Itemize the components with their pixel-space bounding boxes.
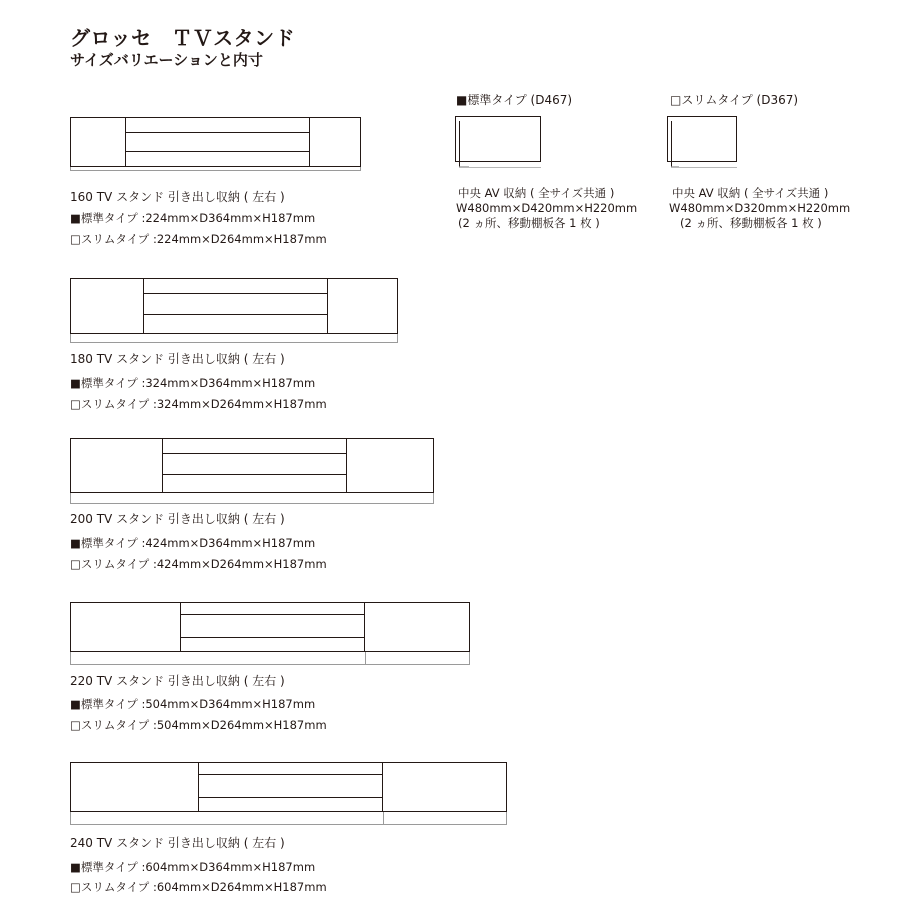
stand-plinth	[70, 167, 361, 171]
av-standard-line3: (2 ヵ所、移動棚板各 1 枚 )	[458, 216, 600, 230]
stand-240-caption: 240 TV スタンド 引き出し収納 ( 左右 )	[70, 836, 285, 850]
page-subtitle: サイズバリエーションと内寸	[70, 51, 263, 69]
av-standard-line1: 中央 AV 収納 ( 全サイズ共通 )	[458, 186, 615, 200]
stand-plinth	[70, 334, 398, 343]
stand-200-standard-spec: ■標準タイプ :424mm×D364mm×H187mm	[70, 536, 316, 550]
av-standard-drawing	[455, 116, 541, 168]
stand-220-drawing	[70, 602, 470, 665]
av-slim-line1: 中央 AV 収納 ( 全サイズ共通 )	[672, 186, 829, 200]
stand-220-caption: 220 TV スタンド 引き出し収納 ( 左右 )	[70, 674, 285, 688]
av-standard-heading: ■標準タイプ (D467)	[456, 93, 573, 107]
page-title: グロッセ ＴＶスタンド	[70, 26, 296, 50]
stand-240-standard-spec: ■標準タイプ :604mm×D364mm×H187mm	[70, 860, 316, 874]
stand-220-slim-spec: □スリムタイプ :504mm×D264mm×H187mm	[70, 718, 327, 732]
stand-160-slim-spec: □スリムタイプ :224mm×D264mm×H187mm	[70, 232, 327, 246]
stand-200-slim-spec: □スリムタイプ :424mm×D264mm×H187mm	[70, 557, 327, 571]
av-slim-line2: W480mm×D320mm×H220mm	[669, 201, 851, 215]
stand-180-slim-spec: □スリムタイプ :324mm×D264mm×H187mm	[70, 397, 327, 411]
av-box-bottom	[459, 167, 541, 168]
stand-180-drawing	[70, 278, 398, 343]
center-drawers	[180, 603, 365, 651]
stand-160-drawing	[70, 117, 361, 171]
center-drawers	[162, 439, 347, 492]
av-slim-drawing	[667, 116, 737, 168]
stand-cabinet	[70, 762, 507, 812]
stand-240-drawing	[70, 762, 507, 825]
av-box-depth	[459, 121, 469, 167]
av-box-bottom	[671, 167, 737, 168]
stand-cabinet	[70, 602, 470, 652]
center-drawers	[198, 763, 383, 811]
stand-160-standard-spec: ■標準タイプ :224mm×D364mm×H187mm	[70, 211, 316, 225]
av-box-depth	[671, 121, 679, 167]
stand-cabinet	[70, 278, 398, 334]
center-drawers	[143, 279, 328, 333]
stand-220-standard-spec: ■標準タイプ :504mm×D364mm×H187mm	[70, 697, 316, 711]
av-slim-line3: (2 ヵ所、移動棚板各 1 枚 )	[680, 216, 822, 230]
av-slim-heading: □スリムタイプ (D367)	[670, 93, 799, 107]
center-drawers	[125, 118, 310, 166]
av-standard-line2: W480mm×D420mm×H220mm	[456, 201, 638, 215]
stand-200-caption: 200 TV スタンド 引き出し収納 ( 左右 )	[70, 512, 285, 526]
stand-plinth	[70, 812, 507, 825]
stand-180-caption: 180 TV スタンド 引き出し収納 ( 左右 )	[70, 352, 285, 366]
stand-200-drawing	[70, 438, 434, 504]
stand-plinth	[70, 652, 470, 665]
stand-180-standard-spec: ■標準タイプ :324mm×D364mm×H187mm	[70, 376, 316, 390]
stand-cabinet	[70, 438, 434, 493]
stand-240-slim-spec: □スリムタイプ :604mm×D264mm×H187mm	[70, 880, 327, 894]
stand-plinth	[70, 493, 434, 504]
stand-160-caption: 160 TV スタンド 引き出し収納 ( 左右 )	[70, 190, 285, 204]
stand-cabinet	[70, 117, 361, 167]
